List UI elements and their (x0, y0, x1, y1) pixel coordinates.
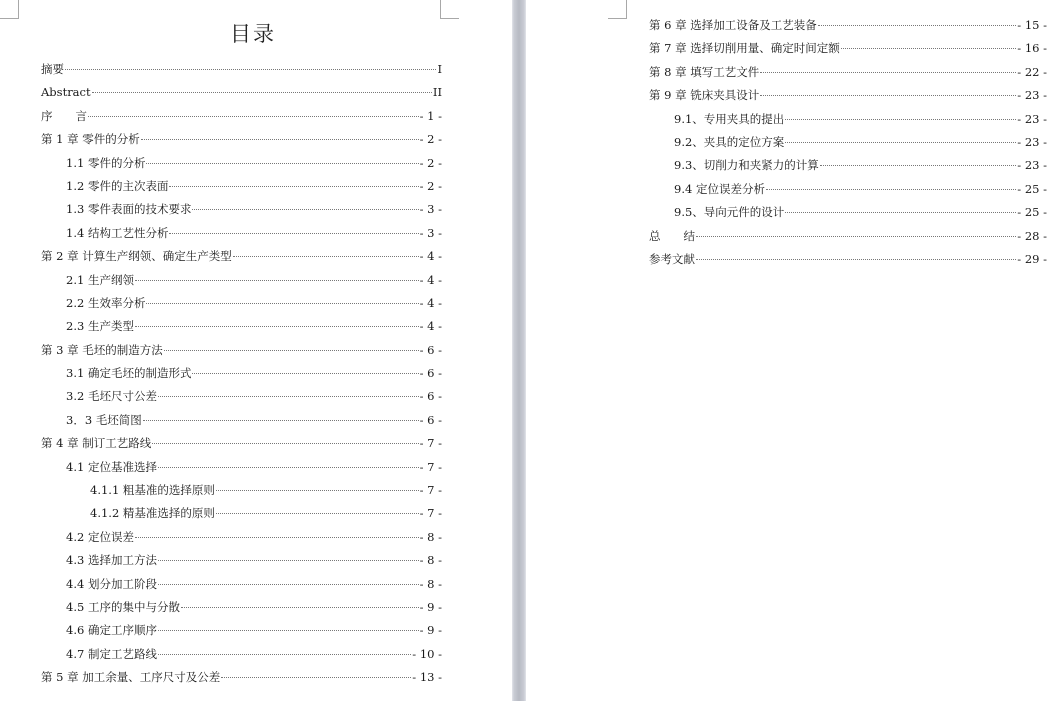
toc-entry[interactable] (649, 84, 1047, 107)
toc-entry[interactable] (41, 502, 442, 525)
toc-page-number: II (432, 85, 442, 100)
toc-dot-leader (818, 25, 1016, 26)
toc-entry[interactable] (649, 201, 1047, 224)
toc-page-number: - 7 - (419, 436, 442, 451)
toc-entry-title: 2.2 生效率分析 (66, 295, 146, 310)
toc-entry-title: 3.1 确定毛坯的制造形式 (66, 366, 192, 381)
toc-dot-leader (760, 95, 1016, 96)
toc-entry[interactable] (41, 549, 442, 572)
toc-entry[interactable] (41, 619, 442, 642)
toc-page-number: - 6 - (419, 412, 442, 427)
toc-dot-leader (169, 233, 418, 234)
toc-entry-title: 摘要 (41, 62, 64, 76)
toc-entry-title: 1.1 零件的分析 (66, 155, 146, 170)
toc-dot-leader (181, 607, 419, 608)
toc-page-number: - 15 - (1017, 18, 1047, 32)
toc-dot-leader (169, 186, 418, 187)
toc-entry[interactable] (41, 245, 442, 268)
toc-entry[interactable] (41, 666, 442, 689)
toc-dot-leader (158, 654, 411, 655)
toc-entry[interactable] (41, 339, 442, 362)
toc-dot-leader (221, 677, 411, 678)
toc-entry[interactable] (41, 643, 442, 666)
document-page-right (526, 0, 1056, 701)
toc-list-right (649, 14, 1047, 271)
toc-entry[interactable] (41, 105, 442, 128)
toc-entry-title: 9.1、专用夹具的提出 (674, 111, 785, 126)
toc-entry[interactable] (41, 152, 442, 175)
toc-entry-title: 3.2 毛坯尺寸公差 (66, 389, 157, 404)
toc-entry-title: 4.5 工序的集中与分散 (66, 599, 180, 614)
toc-entry-title: 9.4 定位误差分析 (674, 181, 765, 196)
toc-page-number: - 9 - (419, 599, 442, 614)
toc-dot-leader (841, 48, 1016, 49)
toc-page-number: - 8 - (419, 553, 442, 568)
toc-page-number: - 23 - (1017, 158, 1047, 173)
toc-dot-leader (92, 92, 432, 93)
toc-page-number: - 28 - (1017, 228, 1047, 243)
toc-entry-title: 4.3 选择加工方法 (66, 553, 157, 568)
toc-entry[interactable] (41, 128, 442, 151)
toc-dot-leader (135, 326, 419, 327)
toc-entry-title: 4.6 确定工序顺序 (66, 623, 157, 638)
toc-entry[interactable] (41, 573, 442, 596)
toc-dot-leader (135, 280, 419, 281)
toc-page-number: - 23 - (1017, 88, 1047, 103)
toc-entry[interactable] (649, 37, 1047, 60)
toc-entry-title: 第 4 章 制订工艺路线 (41, 436, 152, 451)
toc-page-number: - 6 - (419, 366, 442, 381)
toc-entry[interactable] (41, 479, 442, 502)
toc-entry[interactable] (649, 14, 1047, 37)
toc-entry[interactable] (41, 596, 442, 619)
toc-page-number: - 7 - (419, 506, 442, 521)
toc-entry-title: 第 2 章 计算生产纲领、确定生产类型 (41, 249, 232, 264)
toc-page-number: - 6 - (419, 342, 442, 357)
toc-dot-leader (766, 189, 1016, 190)
toc-entry[interactable] (649, 108, 1047, 131)
toc-entry[interactable] (41, 269, 442, 292)
toc-page-number: - 9 - (419, 623, 442, 638)
toc-page-number: - 2 - (419, 155, 442, 170)
toc-entry[interactable] (649, 154, 1047, 177)
toc-page-number: - 8 - (419, 529, 442, 544)
crop-mark-top-left (608, 0, 627, 19)
toc-dot-leader (216, 490, 419, 491)
toc-entry-title: Abstract (41, 85, 91, 100)
toc-entry[interactable] (41, 81, 442, 104)
toc-dot-leader (192, 209, 418, 210)
toc-entry[interactable] (649, 248, 1047, 271)
toc-page-number: - 2 - (419, 132, 442, 147)
toc-dot-leader (785, 119, 1016, 120)
toc-entry-title: 参考文献 (649, 251, 695, 266)
toc-dot-leader (696, 236, 1016, 237)
toc-entry-title: 第 1 章 零件的分析 (41, 132, 140, 147)
toc-entry[interactable] (41, 456, 442, 479)
toc-page-number: - 8 - (419, 576, 442, 591)
toc-dot-leader (233, 256, 419, 257)
toc-page-number: - 3 - (419, 202, 442, 217)
toc-dot-leader (88, 116, 419, 117)
toc-entry[interactable] (41, 432, 442, 455)
toc-dot-leader (158, 560, 419, 561)
toc-dot-leader (158, 630, 419, 631)
toc-page-number: - 4 - (419, 295, 442, 310)
toc-entry-title: 第 7 章 选择切削用量、确定时间定额 (649, 41, 840, 56)
toc-entry[interactable] (41, 198, 442, 221)
toc-page-number: - 13 - (412, 670, 442, 685)
toc-title: 目录 (230, 22, 276, 46)
toc-page-number: - 4 - (419, 249, 442, 264)
toc-entry-title: 4.2 定位误差 (66, 529, 134, 544)
toc-dot-leader (152, 443, 418, 444)
toc-dot-leader (820, 165, 1016, 166)
toc-list-left (41, 58, 442, 690)
toc-dot-leader (158, 467, 419, 468)
toc-dot-leader (158, 396, 419, 397)
toc-page-number: - 3 - (419, 225, 442, 240)
page-gutter (512, 0, 526, 701)
toc-entry-title: 1.3 零件表面的技术要求 (66, 202, 192, 217)
toc-page-number: - 23 - (1017, 111, 1047, 126)
toc-entry[interactable] (41, 362, 442, 385)
toc-dot-leader (141, 139, 419, 140)
toc-entry-title: 9.2、夹具的定位方案 (674, 134, 785, 149)
toc-page-number: - 7 - (419, 483, 442, 498)
toc-entry-title: 4.1 定位基准选择 (66, 459, 157, 474)
toc-page-number: - 4 - (419, 319, 442, 334)
toc-entry[interactable] (41, 315, 442, 338)
toc-entry-title: 9.5、导向元件的设计 (674, 205, 785, 220)
toc-entry[interactable] (41, 222, 442, 245)
toc-page-number: - 23 - (1017, 134, 1047, 149)
toc-page-number: - 22 - (1017, 64, 1047, 79)
toc-page-number: - 2 - (419, 178, 442, 193)
toc-dot-leader (760, 72, 1016, 73)
toc-entry[interactable] (649, 61, 1047, 84)
toc-page-number: I (437, 62, 442, 76)
toc-dot-leader (164, 350, 419, 351)
toc-entry-title: 序 言 (41, 108, 87, 123)
toc-entry[interactable] (649, 225, 1047, 248)
toc-dot-leader (65, 69, 436, 70)
toc-page-number: - 29 - (1017, 251, 1047, 266)
toc-dot-leader (696, 259, 1016, 260)
toc-entry[interactable] (41, 409, 442, 432)
toc-dot-leader (143, 420, 419, 421)
crop-mark-top-right (440, 0, 459, 19)
toc-entry-title: 4.7 制定工艺路线 (66, 646, 157, 661)
toc-entry-title: 第 9 章 铣床夹具设计 (649, 88, 760, 103)
toc-entry[interactable] (41, 292, 442, 315)
toc-dot-leader (146, 303, 418, 304)
toc-dot-leader (146, 163, 418, 164)
toc-entry-title: 3．3 毛坯简图 (66, 412, 142, 427)
toc-entry-title: 第 5 章 加工余量、工序尺寸及公差 (41, 670, 221, 685)
toc-dot-leader (785, 212, 1016, 213)
toc-entry-title: 2.3 生产类型 (66, 319, 134, 334)
toc-entry[interactable] (41, 385, 442, 408)
toc-entry-title: 总 结 (649, 228, 695, 243)
toc-entry[interactable] (649, 178, 1047, 201)
toc-entry-title: 1.2 零件的主次表面 (66, 178, 169, 193)
toc-page-number: - 4 - (419, 272, 442, 287)
toc-entry[interactable] (41, 526, 442, 549)
toc-entry-title: 9.3、切削力和夹紧力的计算 (674, 158, 819, 173)
crop-mark-top-left (0, 0, 19, 19)
toc-entry[interactable] (41, 175, 442, 198)
toc-dot-leader (192, 373, 418, 374)
toc-entry-title: 4.4 划分加工阶段 (66, 576, 157, 591)
toc-entry[interactable] (649, 131, 1047, 154)
toc-entry-title: 第 8 章 填写工艺文件 (649, 64, 760, 79)
toc-dot-leader (158, 584, 419, 585)
toc-page-number: - 25 - (1017, 181, 1047, 196)
toc-entry-title: 4.1.2 精基准选择的原则 (90, 506, 215, 521)
toc-page-number: - 10 - (412, 646, 442, 661)
toc-page-number: - 6 - (419, 389, 442, 404)
document-page-left (0, 0, 512, 701)
toc-dot-leader (135, 537, 419, 538)
toc-entry-title: 第 6 章 选择加工设备及工艺装备 (649, 18, 817, 32)
toc-entry-title: 4.1.1 粗基准的选择原则 (90, 483, 215, 498)
toc-entry-title: 第 3 章 毛坯的制造方法 (41, 342, 163, 357)
toc-entry-title: 2.1 生产纲领 (66, 272, 134, 287)
toc-page-number: - 1 - (419, 108, 442, 123)
toc-dot-leader (785, 142, 1016, 143)
toc-dot-leader (216, 513, 419, 514)
toc-page-number: - 25 - (1017, 205, 1047, 220)
toc-entry-title: 1.4 结构工艺性分析 (66, 225, 169, 240)
toc-entry[interactable] (41, 58, 442, 81)
toc-page-number: - 16 - (1017, 41, 1047, 56)
toc-page-number: - 7 - (419, 459, 442, 474)
